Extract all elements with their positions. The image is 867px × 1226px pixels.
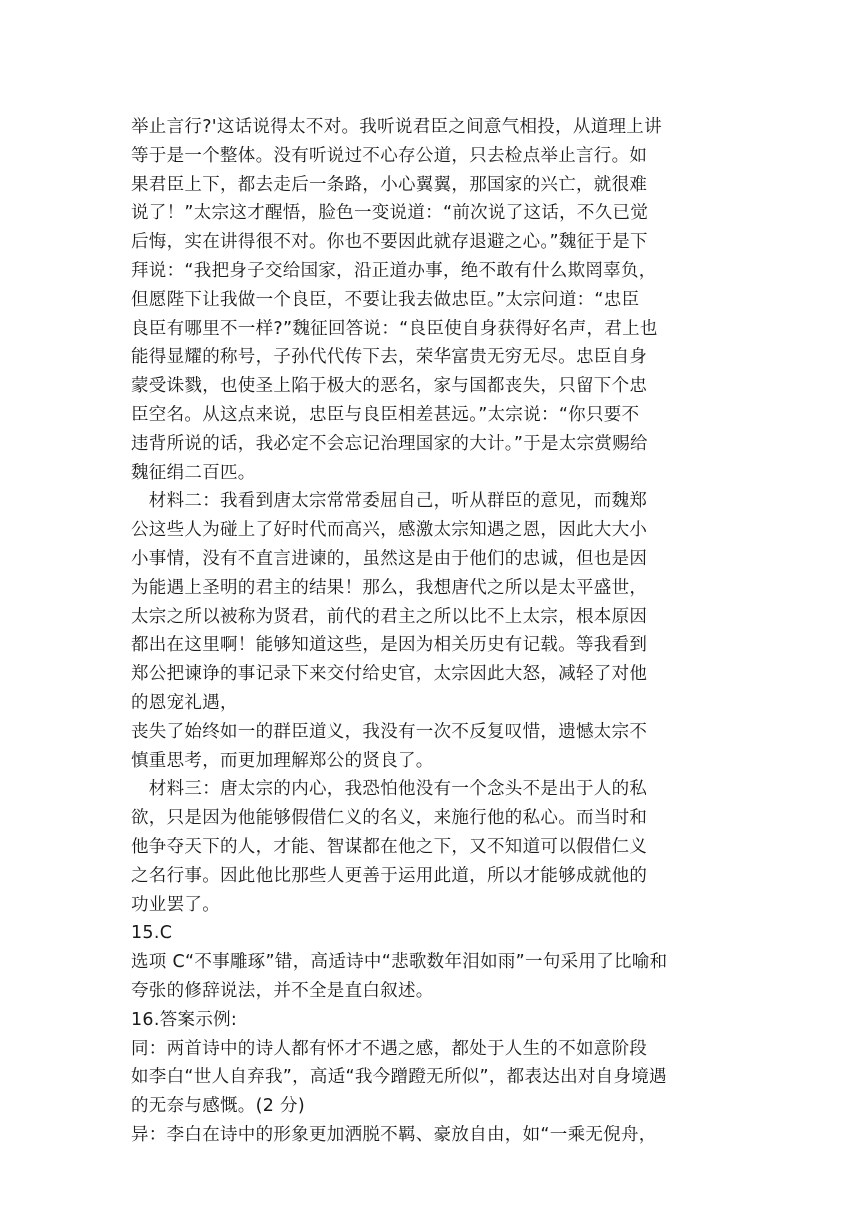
text-line: 之名行事。因此他比那些人更善于运用此道，所以才能够成就他的 [131, 865, 648, 886]
text-line: 材料二：我看到唐太宗常常委屈自己，听从群臣的意见，而魏郑 [131, 491, 648, 512]
text-line: 为能遇上圣明的君主的结果！那么，我想唐代之所以是太平盛世， [131, 577, 648, 598]
text-line: 丧失了始终如一的群臣道义，我没有一次不反复叹惜，遗憾太宗不 [131, 721, 648, 742]
text-line: 魏征绢二百匹。 [131, 462, 256, 483]
text-line: 异：李白在诗中的形象更加洒脱不羁、豪放自由，如“一乘无倪舟， [131, 1124, 657, 1145]
text-line: 蒙受诛戮，也使圣上陷于极大的恶名，家与国都丧失，只留下个忠 [131, 376, 648, 397]
text-line: 良臣有哪里不一样?”魏征回答说：“良臣使自身获得好名声，君上也 [131, 318, 658, 339]
document-body [131, 113, 741, 1150]
text-line: 等于是一个整体。没有听说过不心存公道，只去检点举止言行。如 [131, 145, 648, 166]
text-line: 举止言行?'这话说得太不对。我听说君臣之间意气相投，从道理上讲 [131, 117, 662, 137]
text-line: 违背所说的话，我必定不会忘记治理国家的大计。”于是太宗赏赐给 [131, 433, 648, 454]
text-line: 他争夺天下的人，才能、智谋都在他之下，又不知道可以假借仁义 [131, 836, 648, 857]
text-line: 15.C [131, 923, 173, 944]
text-line: 拜说：“我把身子交给国家，沿正道办事，绝不敢有什么欺罔辜负， [131, 260, 657, 281]
text-line: 同：两首诗中的诗人都有怀才不遇之感，都处于人生的不如意阶段 [131, 1038, 648, 1059]
text-line: 太宗之所以被称为贤君，前代的君主之所以比不上太宗，根本原因 [131, 606, 648, 627]
text-line: 但愿陛下让我做一个良臣，不要让我去做忠臣。”太宗问道：“忠臣 [131, 289, 640, 310]
text-line: 材料三：唐太宗的内心，我恐怕他没有一个念头不是出于人的私 [131, 779, 648, 800]
text-line: 说了！”太宗这才醒悟，脸色一变说道：“前次说了这话，不久已觉 [131, 203, 649, 224]
text-line: 果君臣上下，都去走后一条路，小心翼翼，那国家的兴亡，就很难 [131, 174, 648, 195]
text-line: 公这些人为碰上了好时代而高兴，感激太宗知遇之恩，因此大大小 [131, 520, 648, 541]
text-line: 夸张的修辞说法，并不全是直白叙述。 [131, 980, 434, 1001]
text-line: 能得显耀的称号，子孙代代传下去，荣华富贵无穷无尽。忠臣自身 [131, 347, 648, 368]
text-line: 郑公把谏诤的事记录下来交付给史官，太宗因此大怒，减轻了对他 [131, 664, 648, 685]
text-line: 都出在这里啊！能够知道这些，是因为相关历史有记载。等我看到 [131, 635, 648, 656]
text-line: 臣空名。从这点来说，忠臣与良臣相差甚远。”太宗说：“你只要不 [131, 404, 640, 425]
text-line: 的恩宠礼遇， [131, 692, 238, 713]
text-line: 后悔，实在讲得很不对。你也不要因此就存退避之心。”魏征于是下 [131, 232, 648, 253]
text-line: 功业罢了。 [131, 894, 220, 915]
text-line: 欲，只是因为他能够假借仁义的名义，来施行他的私心。而当时和 [131, 808, 648, 829]
text-line: 慎重思考，而更加理解郑公的贤良了。 [131, 750, 434, 771]
text-line: 的无奈与感慨。(2 分) [131, 1096, 305, 1117]
text-line: 选项 C“不事雕琢”错，高适诗中“悲歌数年泪如雨”一句采用了比喻和 [131, 952, 668, 973]
text-line: 如李白“世人自弃我”，高适“我今蹭蹬无所似”，都表达出对自身境遇 [131, 1067, 667, 1088]
text-line: 小事情，没有不直言进谏的，虽然这是由于他们的忠诚，但也是因 [131, 548, 648, 569]
text-line: 16.答案示例: [131, 1009, 238, 1030]
